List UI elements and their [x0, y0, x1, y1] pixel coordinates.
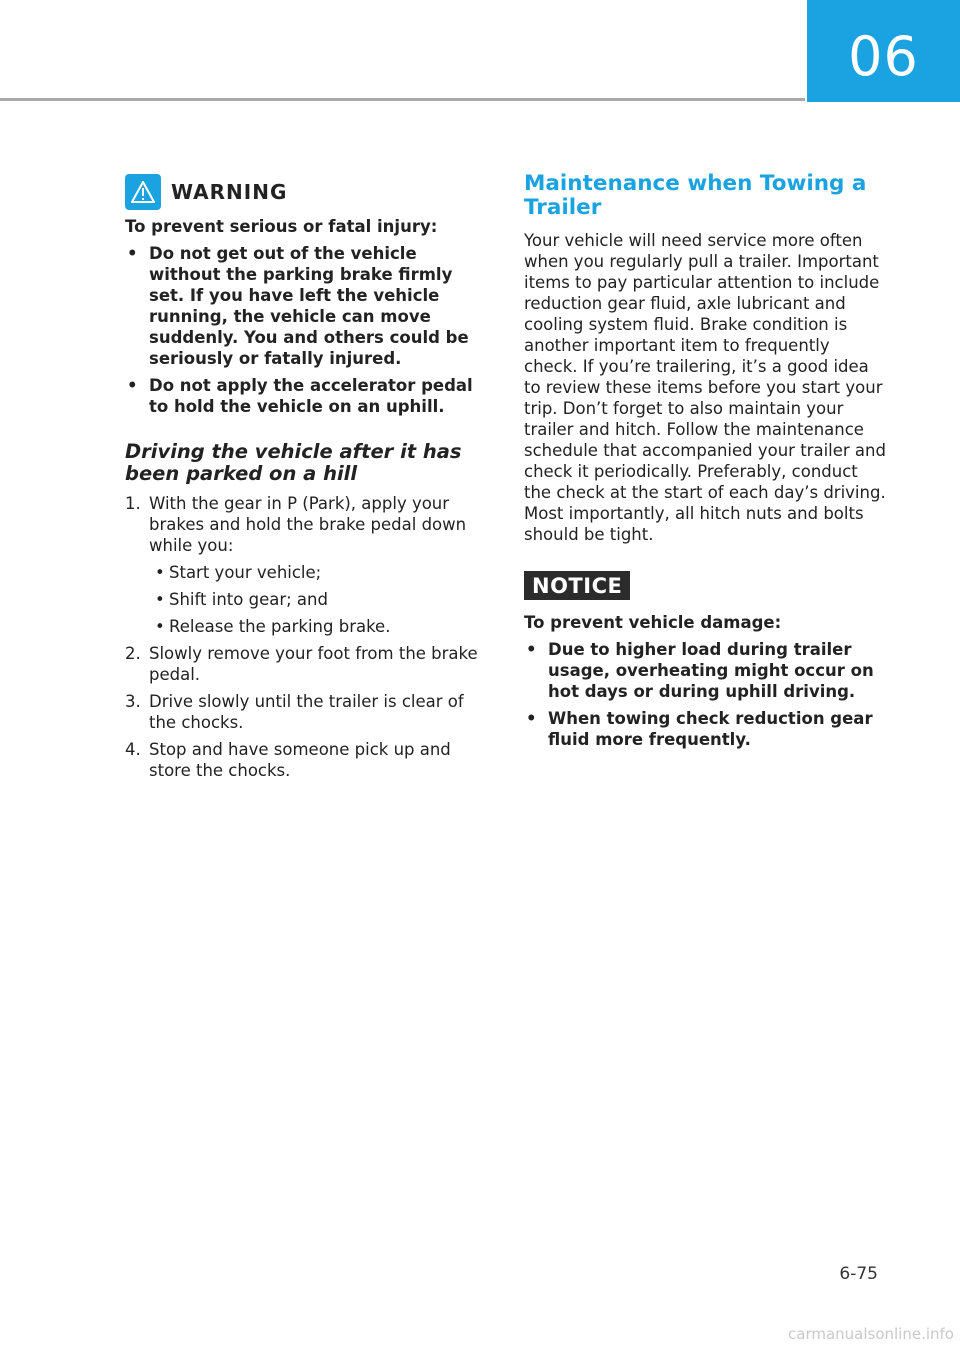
warning-bullet: • Do not get out of the vehicle without the parking brake firmly set. If you have left the vehicle running, the vehicle can move suddenly. You and others could be seriously or fatally injured.: [125, 243, 490, 369]
watermark: carmanualsonline.info: [788, 1325, 954, 1343]
notice-lead: To prevent vehicle damage:: [524, 613, 782, 632]
substep-item: • Shift into gear; and: [149, 589, 490, 610]
notice-bullet: • When towing check reduction gear fluid more frequently.: [524, 708, 886, 750]
step-number: 2.: [125, 644, 141, 663]
step-number: 1.: [125, 494, 141, 513]
warning-header: [125, 172, 490, 212]
notice-bullets: [524, 639, 886, 750]
hill-steps: [125, 493, 490, 781]
step-item: [125, 643, 490, 685]
step-text: Slowly remove your foot from the brake pedal.: [149, 644, 478, 684]
left-column: [125, 172, 490, 787]
substep-item: • Release the parking brake.: [149, 616, 490, 637]
page-number: 6-75: [839, 1264, 878, 1284]
step-item: [125, 739, 490, 781]
step-text: Stop and have someone pick up and store the chocks.: [149, 740, 451, 780]
step-text: With the gear in P (Park), apply your brakes and hold the brake pedal down while you:: [149, 494, 467, 555]
substeps: [149, 562, 490, 637]
step-item: [125, 493, 490, 637]
substep-item: • Start your vehicle;: [149, 562, 490, 583]
warning-lead: To prevent serious or fatal injury:: [125, 217, 438, 236]
warning-bullets: [125, 243, 490, 417]
step-number: 4.: [125, 740, 141, 759]
chapter-tab: [807, 0, 960, 102]
hill-heading: Driving the vehicle after it has been parked on a hill: [125, 440, 462, 485]
header-rule: [0, 98, 805, 101]
warning-triangle-icon: [125, 174, 161, 210]
step-item: [125, 691, 490, 733]
warning-title: WARNING: [171, 180, 288, 204]
warning-bullet: • Do not apply the accelerator pedal to hold the vehicle on an uphill.: [125, 375, 490, 417]
notice-bullet: • Due to higher load during trailer usage, overheating might occur on hot days or during uphill driving.: [524, 639, 886, 702]
maintenance-title: Maintenance when Towing a Trailer: [524, 171, 867, 220]
maintenance-body: Your vehicle will need service more often when you regularly pull a trailer. Important items to pay particular attention to include reduction gear fluid, axle lubricant and cooling system fluid. Brake condition is another important item to frequently check. If you’re trailering, it’s a good idea to review these items before you start your trip. Don’t forget to also maintain your trailer and hitch. Follow the maintenance schedule that accompanied your trailer and check it periodically. Preferably, conduct the check at the start of each day’s driving. Most importantly, all hitch nuts and bolts should be tight.: [524, 231, 886, 544]
right-column: [524, 172, 886, 756]
chapter-number: 06: [848, 24, 919, 88]
step-text: Drive slowly until the trailer is clear of the chocks.: [149, 692, 464, 732]
notice-badge: NOTICE: [524, 571, 630, 600]
step-number: 3.: [125, 692, 141, 711]
